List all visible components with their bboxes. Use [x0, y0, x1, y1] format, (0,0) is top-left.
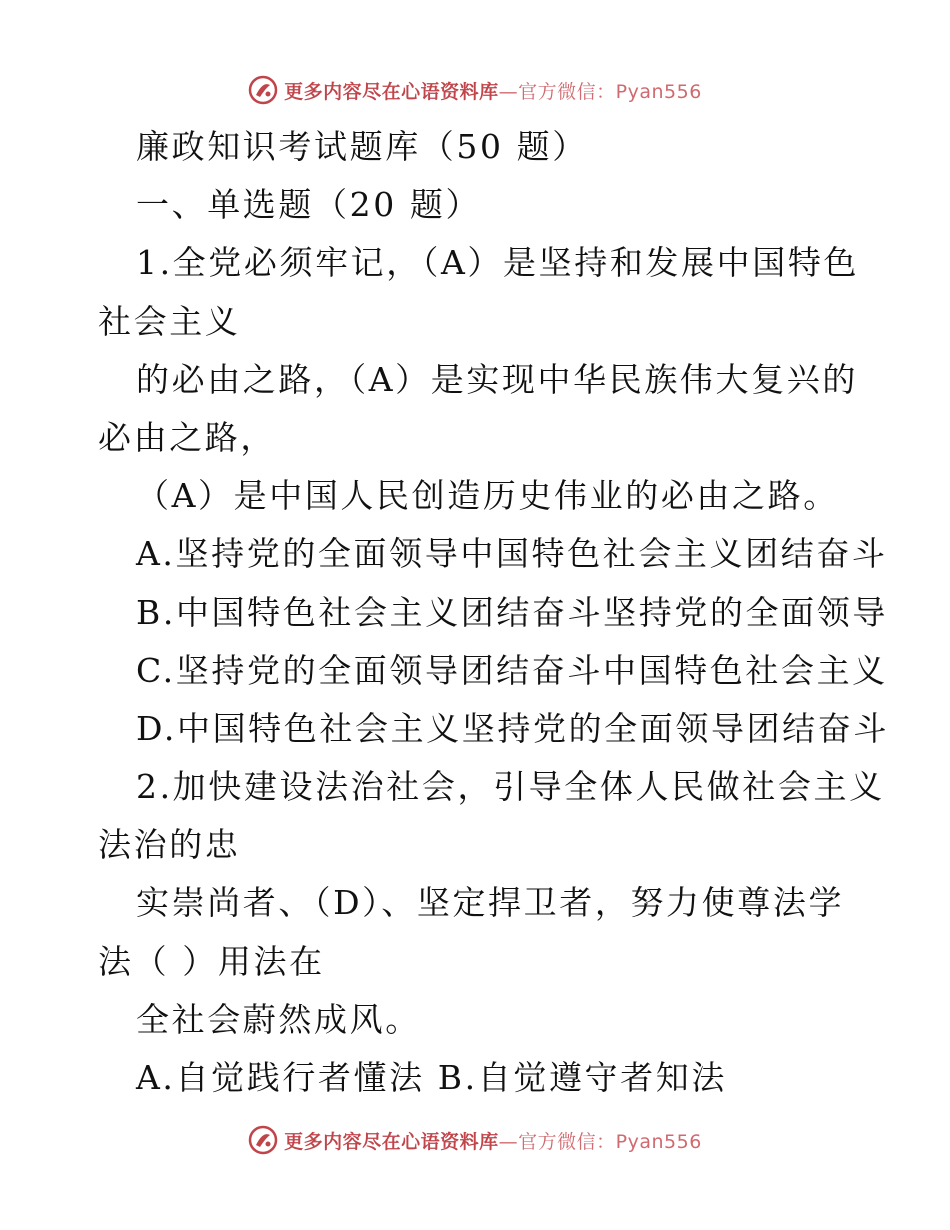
- header-watermark: [0, 70, 950, 110]
- question-2-line-3: 实崇尚者、（D）、坚定捍卫者，努力使尊法学: [136, 883, 845, 923]
- question-1-option-c: C.坚持党的全面领导团结奋斗中国特色社会主义: [136, 650, 888, 690]
- question-2-line-2: 法治的忠: [98, 825, 241, 865]
- watermark-brand: 更多内容尽在心语资料库: [284, 80, 499, 103]
- question-2-line-5: 全社会蔚然成风。: [136, 999, 421, 1039]
- watermark-contact: —官方微信：Pyan556: [498, 80, 702, 103]
- question-1-line-1: 1.全党必须牢记，（A）是坚持和发展中国特色: [136, 243, 860, 283]
- footer-watermark: [0, 1120, 950, 1160]
- brand-logo-icon: [248, 1125, 278, 1155]
- question-2-line-4: 法（ ）用法在: [98, 941, 325, 981]
- section-heading: 一、单选题（20 题）: [136, 185, 482, 225]
- question-1-line-5: （A）是中国人民创造历史伟业的必由之路。: [136, 476, 839, 516]
- question-2-options-ab: A.自觉践行者懂法 B.自觉遵守者知法: [136, 1058, 727, 1097]
- question-1-option-b: B.中国特色社会主义团结奋斗坚持党的全面领导: [136, 592, 888, 632]
- document-body: [98, 118, 889, 1107]
- watermark-contact: —官方微信：Pyan556: [498, 1130, 702, 1153]
- question-1-option-d: D.中国特色社会主义坚持党的全面领导团结奋斗: [136, 708, 889, 748]
- brand-logo-icon: [248, 75, 278, 105]
- question-1-line-3: 的必由之路，（A）是实现中华民族伟大复兴的: [136, 359, 858, 399]
- question-1-line-2: 社会主义: [98, 301, 241, 341]
- question-1-line-4: 必由之路，: [98, 417, 276, 457]
- document-title: 廉政知识考试题库（50 题）: [136, 127, 588, 166]
- question-1-option-a: A.坚持党的全面领导中国特色社会主义团结奋斗: [136, 534, 888, 574]
- watermark-brand: 更多内容尽在心语资料库: [284, 1130, 499, 1153]
- question-2-line-1: 2.加快建设法治社会，引导全体人民做社会主义: [136, 767, 885, 807]
